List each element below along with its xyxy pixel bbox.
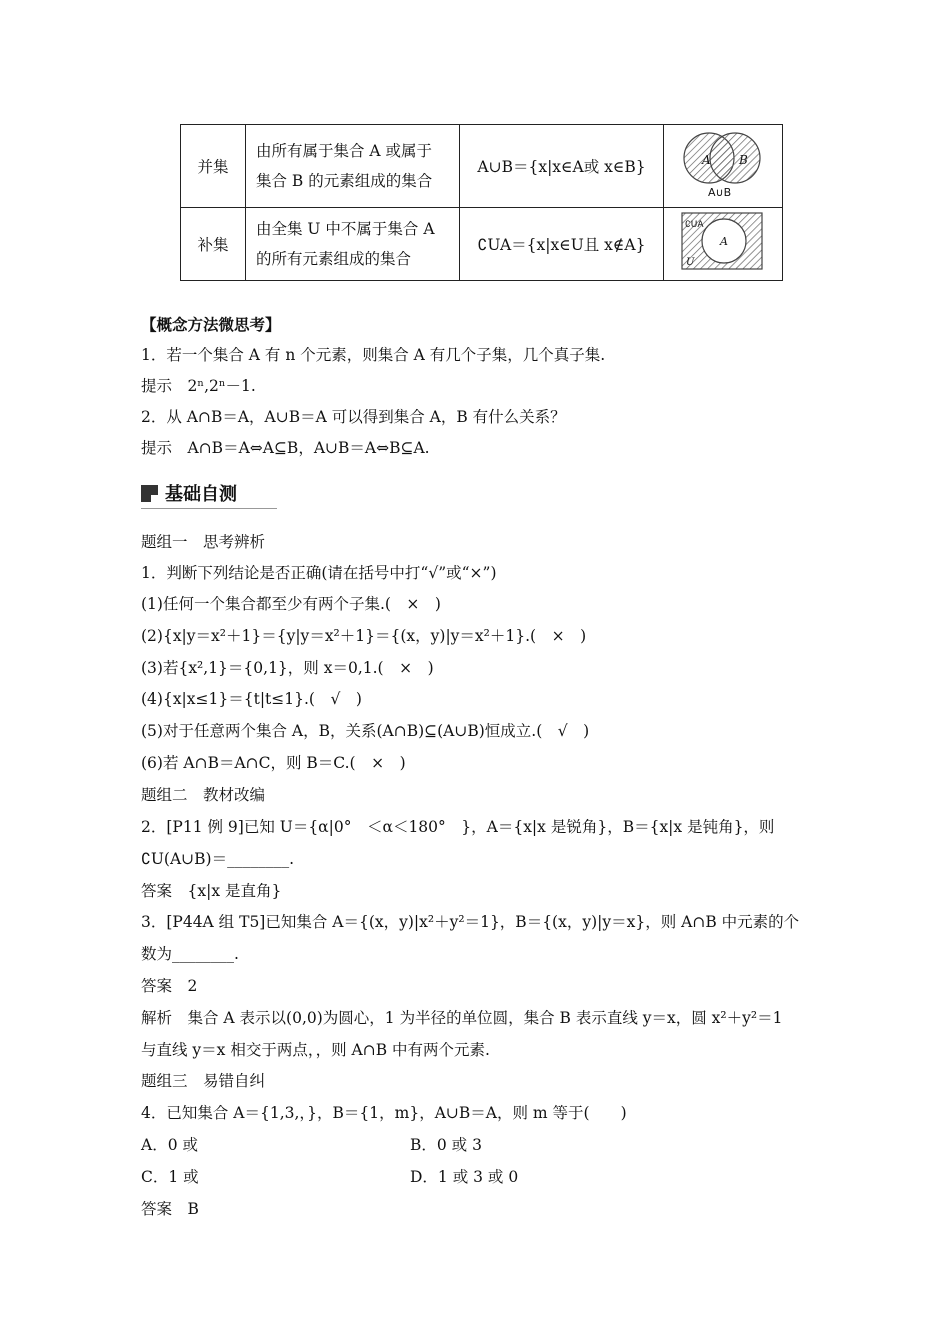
item-5: (5)对于任意两个集合 A，B，关系(A∩B)⊆(A∪B)恒成立.( √ ) (141, 722, 590, 740)
analysis-line-1: 解析 集合 A 表示以(0,0)为圆心，1 为半径的单位圆，集合 B 表示直线 y＝x，圆 x²＋y²＝1 (141, 1009, 783, 1027)
item-2: (2){x|y＝x²＋1}＝{y|y＝x²＋1}＝{(x，y)|y＝x²＋1}.( × ) (141, 627, 587, 645)
item-4: (4){x|x≤1}＝{t|t≤1}.( √ ) (141, 690, 362, 708)
option-b: B．0 或 3 (410, 1136, 482, 1154)
option-c: C．1 或 (141, 1168, 199, 1186)
complement-venn-diagram (664, 208, 783, 281)
answer-4: 答案 B (141, 1200, 199, 1218)
concept-hint-2: 提示 A∩B＝A⇔A⊆B，A∪B＝A⇔B⊆A. (141, 439, 430, 457)
question-4: 4．已知集合 A＝{1,3,，}，B＝{1，m}，A∪B＝A，则 m 等于( ) (141, 1104, 627, 1122)
option-a: A．0 或 (141, 1136, 198, 1154)
union-venn-icon (678, 128, 768, 200)
set-a-label: A (720, 235, 728, 248)
concept-question-2: 2．从 A∩B＝A，A∪B＝A 可以得到集合 A，B 有什么关系？ (141, 408, 566, 426)
universe-label: U (686, 257, 695, 268)
section-header (141, 480, 277, 509)
concept-hint-1: 提示 2ⁿ,2ⁿ－1. (141, 377, 256, 395)
union-desc-line1: 由所有属于集合 A 或属于 (256, 142, 433, 160)
union-notation: A∪B＝{x|x∈A或 x∈B} (460, 125, 664, 208)
complement-notation: ∁UA＝{x|x∈U且 x∉A} (460, 208, 664, 281)
analysis-line-2: 与直线 y＝x 相交于两点，，则 A∩B 中有两个元素. (141, 1041, 490, 1059)
union-name: 并集 (181, 125, 246, 208)
complement-name: 补集 (181, 208, 246, 281)
concept-question-1: 1．若一个集合 A 有 n 个元素，则集合 A 有几个子集，几个真子集. (141, 346, 606, 364)
concept-heading: 【概念方法微思考】 (141, 315, 281, 334)
venn-caption: A∪B (708, 186, 732, 199)
section-title: 基础自测 (165, 484, 237, 505)
question-2-line-1: 2．[P11 例 9]已知 U＝{α|0° ＜α＜180° }，A＝{x|x 是锐角}，B＝{x|x 是钝角}，则 (141, 818, 775, 836)
complement-description (246, 208, 460, 281)
venn-label-a: A (702, 153, 711, 167)
table-row (181, 208, 783, 281)
question-3-line-2: 数为________. (141, 945, 239, 963)
complement-desc-line2: 的所有元素组成的集合 (256, 250, 412, 268)
group-3-title: 题组三 易错自纠 (141, 1072, 266, 1090)
option-d: D．1 或 3 或 0 (410, 1168, 519, 1186)
table-row (181, 125, 783, 208)
union-desc-line2: 集合 B 的元素组成的集合 (256, 172, 433, 190)
complement-venn-icon (680, 211, 766, 273)
question-3-line-1: 3．[P44A 组 T5]已知集合 A＝{(x，y)|x²＋y²＝1}，B＝{(x，y)|y＝x}，则 A∩B 中元素的个 (141, 913, 800, 931)
item-6: (6)若 A∩B＝A∩C，则 B＝C.( × ) (141, 754, 406, 772)
answer-2: 答案 {x|x 是直角} (141, 882, 282, 900)
group-2-title: 题组二 教材改编 (141, 786, 266, 804)
group-1-title: 题组一 思考辨析 (141, 533, 266, 551)
complement-label: ∁UA (685, 220, 704, 230)
item-1: (1)任何一个集合都至少有两个子集.( × ) (141, 595, 441, 613)
question-1: 1．判断下列结论是否正确(请在括号中打“√”或“×”) (141, 564, 497, 582)
answer-3: 答案 2 (141, 977, 198, 995)
venn-label-b: B (739, 153, 748, 167)
item-3: (3)若{x²,1}＝{0,1}，则 x＝0,1.( × ) (141, 659, 434, 677)
set-operations-table (180, 124, 783, 281)
question-2-line-2: ∁U(A∪B)＝________. (141, 850, 295, 868)
union-venn-diagram (664, 125, 783, 208)
union-description (246, 125, 460, 208)
section-square-icon (141, 485, 158, 502)
complement-desc-line1: 由全集 U 中不属于集合 A (256, 220, 435, 238)
